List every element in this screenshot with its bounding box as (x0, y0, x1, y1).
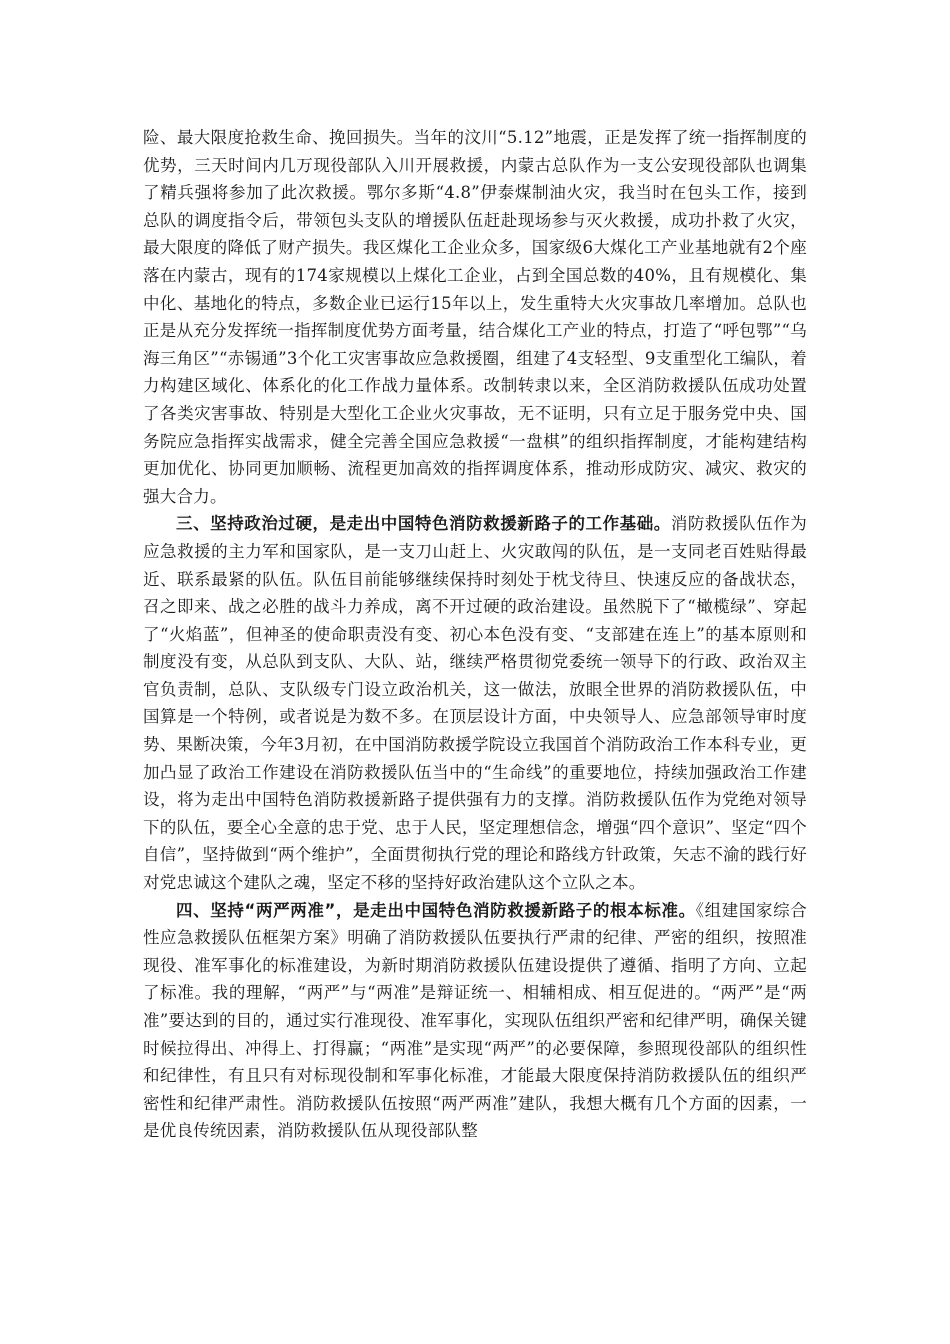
document-body (143, 124, 807, 1145)
paragraph-text: 消防救援队伍作为应急救援的主力军和国家队，是一支刀山赶上、火灾敢闯的队伍，是一支同老百姓贴得最近、联系最紧的队伍。队伍目前能够继续保持时刻处于枕戈待旦、快速反应的备战状态，召之即来、战之必胜的战斗力养成，离不开过硬的政治建设。虽然脱下了“橄榄绿”、穿起了“火焰蓝”，但神圣的使命职责没有变、初心本色没有变、“支部建在连上”的基本原则和制度没有变，从总队到支队、大队、站，继续严格贯彻党委统一领导下的行政、政治双主官负责制，总队、支队级专门设立政治机关，这一做法，放眼全世界的消防救援队伍，中国算是一个特例，或者说是为数不多。在顶层设计方面，中央领导人、应急部领导审时度势、果断决策，今年3月初，在中国消防救援学院设立我国首个消防政治工作本科专业，更加凸显了政治工作建设在消防救援队伍当中的“生命线”的重要地位，持续加强政治工作建设，将为走出中国特色消防救援新路子提供强有力的支撑。消防救援队伍作为党绝对领导下的队伍，要全心全意的忠于党、忠于人民，坚定理想信念，增强“四个意识”、坚定“四个自信”，坚持做到“两个维护”，全面贯彻执行党的理论和路线方针政策，矢志不渝的践行好对党忠诚这个建队之魂，坚定不移的坚持好政治建队这个立队之本。 (143, 514, 807, 893)
section-three-heading: 三、坚持政治过硬，是走出中国特色消防救援新路子的工作基础。 (176, 514, 671, 534)
section-four-paragraph (143, 897, 807, 1145)
paragraph-continuation (143, 124, 807, 510)
section-four-heading: 四、坚持“两严两准”，是走出中国特色消防救援新路子的根本标准。 (176, 900, 696, 920)
section-three-paragraph (143, 510, 807, 896)
paragraph-text: 险、最大限度抢救生命、挽回损失。当年的汶川“5.12”地震，正是发挥了统一指挥制度的优势，三天时间内几万现役部队入川开展救援，内蒙古总队作为一支公安现役部队也调集了精兵强将参加了此次救援。鄂尔多斯“4.8”伊泰煤制油火灾，我当时在包头工作，接到总队的调度指令后，带领包头支队的增援队伍赶赴现场参与灭火救援，成功扑救了火灾，最大限度的降低了财产损失。我区煤化工企业众多，国家级6大煤化工产业基地就有2个座落在内蒙古，现有的174家规模以上煤化工企业，占到全国总数的40%，且有规模化、集中化、基地化的特点，多数企业已运行15年以上，发生重特大火灾事故几率增加。总队也正是从充分发挥统一指挥制度优势方面考量，结合煤化工产业的特点，打造了“呼包鄂”“乌海三角区”“赤锡通”3个化工灾害事故应急救援圈，组建了4支轻型、9支重型化工编队，着力构建区域化、体系化的化工作战力量体系。改制转隶以来，全区消防救援队伍成功处置了各类灾害事故、特别是大型化工企业火灾事故，无不证明，只有立足于服务党中央、国务院应急指挥实战需求，健全完善全国应急救援“一盘棋”的组织指挥制度，才能构建结构更加优化、协同更加顺畅、流程更加高效的指挥调度体系，推动形成防灾、减灾、救灾的强大合力。 (143, 128, 807, 506)
paragraph-text: 《组建国家综合性应急救援队伍框架方案》明确了消防救援队伍要执行严肃的纪律、严密的组织，按照准现役、准军事化的标准建设，为新时期消防救援队伍建设提供了遵循、指明了方向、立起了标准。我的理解，“两严”与“两准”是辩证统一、相辅相成、相互促进的。“两严”是“两准”要达到的目的，通过实行准现役、准军事化，实现队伍组织严密和纪律严明，确保关键时候拉得出、冲得上、打得赢；“两准”是实现“两严”的必要保障，参照现役部队的组织性和纪律性，有且只有对标现役制和军事化标准，才能最大限度保持消防救援队伍的组织严密性和纪律严肃性。消防救援队伍按照“两严两准”建队，我想大概有几个方面的因素，一是优良传统因素，消防救援队伍从现役部队整 (143, 900, 807, 1141)
